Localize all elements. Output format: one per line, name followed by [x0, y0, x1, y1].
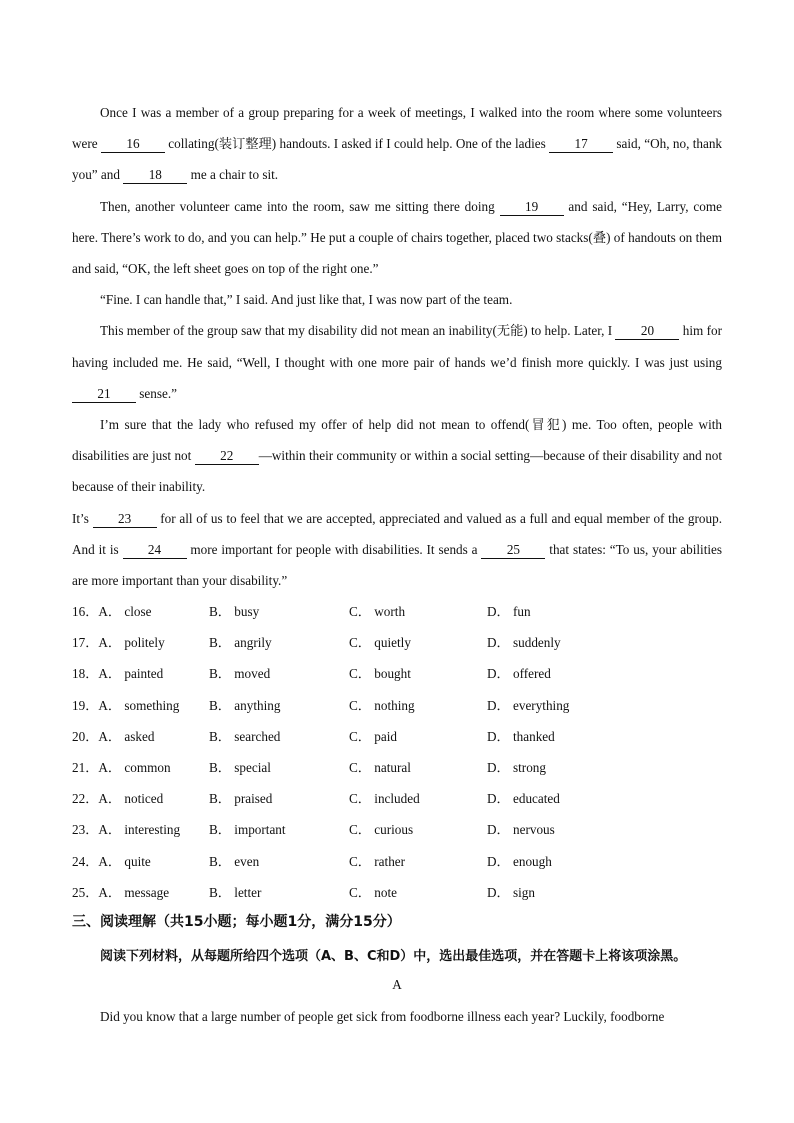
option-c: C． included: [349, 791, 420, 807]
option-d: D． offered: [487, 666, 551, 682]
option-c: C． nothing: [349, 697, 415, 713]
question-row: [72, 721, 722, 752]
blank-25: 25: [481, 541, 545, 559]
option-d: D． educated: [487, 791, 560, 807]
paragraph-2: Then, another volunteer came into the room, saw me sitting there doing 19 and said, “Hey, Larry, come here. There’s work to do, and you can help.” He put a couple of chairs together, placed two stacks(叠) of handouts on them and said, “OK, the left sheet goes on top of the right one.”: [72, 198, 722, 277]
question-number-option-a: 18．A． painted: [72, 666, 164, 682]
option-d: D． suddenly: [487, 635, 561, 651]
blank-23: 23: [93, 510, 157, 528]
option-c: C． paid: [349, 728, 397, 744]
section-title: 三、阅读理解（共15小题；每小题1分，满分15分）: [72, 914, 401, 930]
question-row: [72, 752, 722, 783]
option-b: B． angrily: [209, 635, 272, 651]
paragraph-1: Once I was a member of a group preparing for a week of meetings, I walked into the room where some volunteers were 16 collating(装订整理) handouts. I asked if I could help. One of the ladies 17 said, “Oh, no, thank you” and 18 me a chair to sit.: [72, 105, 723, 183]
option-d: D． everything: [487, 697, 570, 713]
cloze-passage: [72, 97, 722, 596]
question-row: [72, 877, 722, 908]
blank-16: 16: [101, 135, 165, 153]
option-d: D． strong: [487, 759, 546, 775]
option-d: D． thanked: [487, 728, 555, 744]
option-d: D． sign: [487, 884, 535, 900]
paragraph-6: It’s 23 for all of us to feel that we are accepted, appreciated and valued as a full and equal member of the group. And it is 24 more important for people with disabilities. It sends a 25 that states: “To us, your abilities are more important than your disability.”: [72, 510, 723, 589]
option-d: D． enough: [487, 853, 552, 869]
paragraph-5: I’m sure that the lady who refused my offer of help did not mean to offend(冒犯) me. Too often, people with disabilities are just not 22 —within their community or within a social setting—because of their disability and not because of their inability.: [72, 417, 722, 495]
option-b: B． anything: [209, 697, 281, 713]
question-row: [72, 658, 722, 689]
question-number-option-a: 24．A． quite: [72, 853, 151, 869]
blank-18: 18: [123, 166, 187, 184]
reading-passage-a: [72, 1004, 722, 1030]
blank-19: 19: [500, 198, 564, 216]
question-number-option-a: 19．A． something: [72, 697, 180, 713]
option-d: D． fun: [487, 604, 531, 619]
blank-20: 20: [615, 322, 679, 340]
option-b: B． busy: [209, 604, 260, 619]
blank-22: 22: [195, 447, 259, 465]
section-instruction: 阅读下列材料，从每题所给四个选项（A、B、C和D）中，选出最佳选项，并在答题卡上将该项涂黑。: [100, 949, 687, 964]
question-number-option-a: 16．A． close: [72, 604, 152, 619]
option-c: C． worth: [349, 604, 406, 619]
blank-24: 24: [123, 541, 187, 559]
option-b: B． important: [209, 822, 286, 838]
option-c: C． bought: [349, 666, 411, 682]
option-c: C． note: [349, 884, 397, 900]
option-c: C． rather: [349, 853, 406, 869]
question-number-option-a: 25．A． message: [72, 884, 170, 900]
option-b: B． special: [209, 759, 271, 775]
question-row: [72, 690, 722, 721]
question-row: [72, 596, 722, 627]
option-b: B． even: [209, 853, 260, 869]
option-c: C． quietly: [349, 635, 411, 651]
paragraph-4: This member of the group saw that my disability did not mean an inability(无能) to help. Later, I 20 him for having included me. He said, “Well, I thought with one more pair of hands we’d finish more quickly. I was just using 21 sense.”: [72, 323, 722, 401]
question-number-option-a: 17．A． politely: [72, 635, 165, 651]
option-b: B． praised: [209, 791, 273, 807]
paragraph-3: “Fine. I can handle that,” I said. And just like that, I was now part of the team.: [100, 292, 513, 308]
question-number-option-a: 21．A． common: [72, 759, 171, 775]
option-b: B． moved: [209, 666, 271, 682]
blank-17: 17: [549, 135, 613, 153]
option-d: D． nervous: [487, 822, 555, 838]
passage-label: A: [392, 977, 402, 992]
question-row: [72, 783, 722, 814]
option-b: B． searched: [209, 728, 281, 744]
option-c: C． curious: [349, 822, 414, 838]
blank-21: 21: [72, 385, 136, 403]
question-row: [72, 846, 722, 877]
reading-first-line: Did you know that a large number of people get sick from foodborne illness each year? Luckily, foodborne: [100, 1009, 665, 1024]
question-row: [72, 814, 722, 845]
question-number-option-a: 23．A． interesting: [72, 822, 181, 838]
question-number-option-a: 22．A． noticed: [72, 791, 164, 807]
option-b: B． letter: [209, 884, 262, 900]
option-c: C． natural: [349, 759, 411, 775]
question-row: [72, 627, 722, 658]
question-options: [72, 596, 722, 908]
question-number-option-a: 20．A． asked: [72, 728, 155, 744]
